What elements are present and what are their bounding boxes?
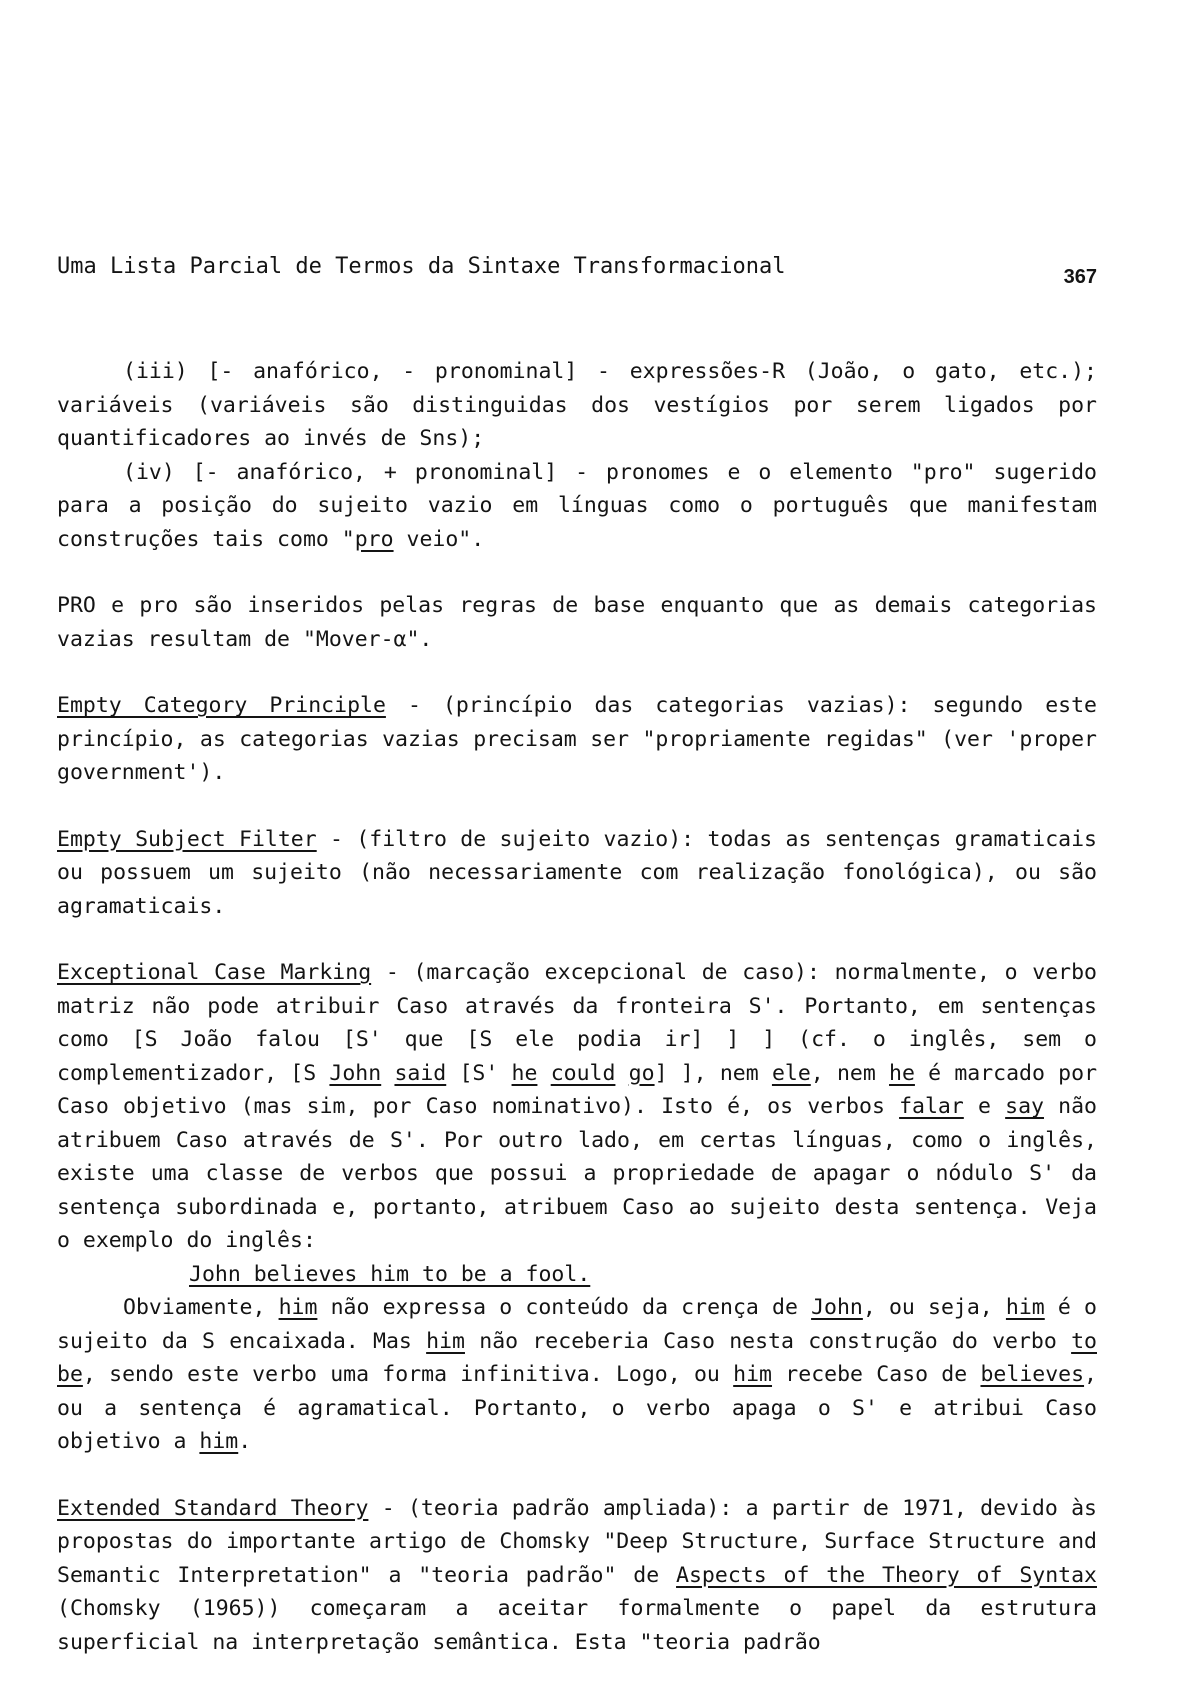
explanation-text: não expressa o conteúdo da crença de [317,1295,812,1320]
entry-definition: , nem [810,1060,890,1086]
entry-term: Exceptional Case Marking [57,960,372,985]
entry-empty-category-principle [57,689,1097,790]
entry-exceptional-case-marking [57,956,1097,1258]
spacer [57,923,1097,956]
spacer [57,556,1097,589]
entry-definition: [S' [446,1060,512,1086]
item-iv-text: (iv) [- anafórico, + pronominal] - pronomes e o elemento "pro" sugerido para a posição do sujeito vazio em línguas como o português que manifestam construções tais como " [57,459,1097,552]
explanation-text: , sendo este verbo uma forma infinitiva. Logo, ou [82,1362,734,1387]
entry-definition: (Chomsky (1965)) começaram a aceitar formalmente o papel da estrutura superficial na interpretação semântica. Esta "teoria padrão [57,1596,1097,1655]
example-word: he [511,1060,538,1086]
example-word: say [1005,1094,1044,1119]
entry-definition: e [963,1094,1006,1119]
example-word: him [278,1295,318,1320]
example-word: said [394,1060,447,1086]
entry-term: Empty Subject Filter [57,826,317,852]
example-word: could [550,1060,616,1086]
explanation-text: . [238,1429,252,1454]
example-word: him [199,1429,239,1454]
example-word: falar [899,1094,964,1119]
entry-empty-subject-filter [57,823,1097,924]
example-word: go [628,1060,655,1086]
entry-definition: é marcado por Caso objetivo (mas sim, por Caso nominativo). Isto é, os verbos [57,1060,1098,1119]
explanation-text: recebe Caso de [772,1362,981,1387]
spacer [57,656,1097,689]
example-word: he [889,1060,915,1086]
entry-definition: - (teoria padrão ampliada): a partir de 1971, devido às propostas do importante artigo de Chomsky "Deep Structure, Surface Structure and Semantic Interpretation" a "teoria padrão" de [57,1495,1097,1588]
entry-extended-standard-theory [57,1492,1097,1660]
pro-note: PRO e pro são inseridos pelas regras de base enquanto que as demais categorias vazias resultam de "Mover-α". [57,593,1097,652]
page-header [57,254,1097,294]
entry-definition: ] ], nem [654,1060,772,1086]
item-iii: (iii) [- anafórico, - pronominal] - expressões-R (João, o gato, etc.); variáveis (variáveis são distinguidas dos vestígios por serem ligados por quantificadores ao invés de Sns); [57,359,1097,451]
entry-definition: - (filtro de sujeito vazio): todas as sentenças gramaticais ou possuem um sujeito (não necessariamente com realização fonológica), ou são agramaticais. [57,826,1097,919]
item-iv-pro: pro [354,526,394,552]
entry-definition: não atribuem Caso através de S'. Por outro lado, em certas línguas, como o inglês, existe uma classe de verbos que possui a propriedade de apagar o nódulo S' da sentença subordinada e, portanto, atribuem Caso ao sujeito desta sentença. Veja o exemplo do inglês: [57,1094,1098,1253]
explanation-text: , ou a sentença é agramatical. Portanto, o verbo apaga o S' e atribui Caso objetivo a [57,1362,1097,1454]
example-word: believes [980,1362,1085,1387]
example-word: him [733,1362,773,1387]
spacer [57,790,1097,823]
page-number: 367 [1063,266,1097,288]
item-iv-tail: veio". [393,526,485,552]
entry-definition: - (marcação excepcional de caso): normalmente, o verbo matriz não pode atribuir Caso através da fronteira S'. Portanto, em sentenças como [S João falou [S' que [S ele podia ir] ] ] (cf. o inglês, sem o complementizador, [S [57,960,1097,1086]
entry-term: Extended Standard Theory [57,1495,369,1521]
explanation-text: , ou seja, [862,1295,1006,1320]
example-word: John [329,1060,382,1086]
book-title: Aspects of the Theory of Syntax [676,1562,1097,1588]
running-title: Uma Lista Parcial de Termos da Sintaxe Transformacional [57,254,786,279]
example-word: to be [57,1328,1097,1387]
spacer [57,1459,1097,1492]
example-sentence: John believes him to be a fool. [189,1261,591,1287]
ecm-explanation [57,1291,1097,1459]
example-word: him [1005,1295,1045,1320]
entry-definition: - (princípio das categorias vazias): segundo este princípio, as categorias vazias precisam ser "propriamente regidas" (ver 'proper government'). [57,693,1097,785]
example-word: ele [771,1060,811,1086]
page-body [57,355,1097,1659]
item-iv [57,456,1097,557]
explanation-text: não receberia Caso nesta construção do verbo [464,1328,1072,1354]
explanation-text: Obviamente, [123,1295,279,1320]
example-word: John [811,1295,863,1320]
example-word: him [426,1328,465,1354]
entry-term: Empty Category Principle [57,693,386,718]
explanation-text: é o sujeito da S encaixada. Mas [57,1295,1097,1354]
